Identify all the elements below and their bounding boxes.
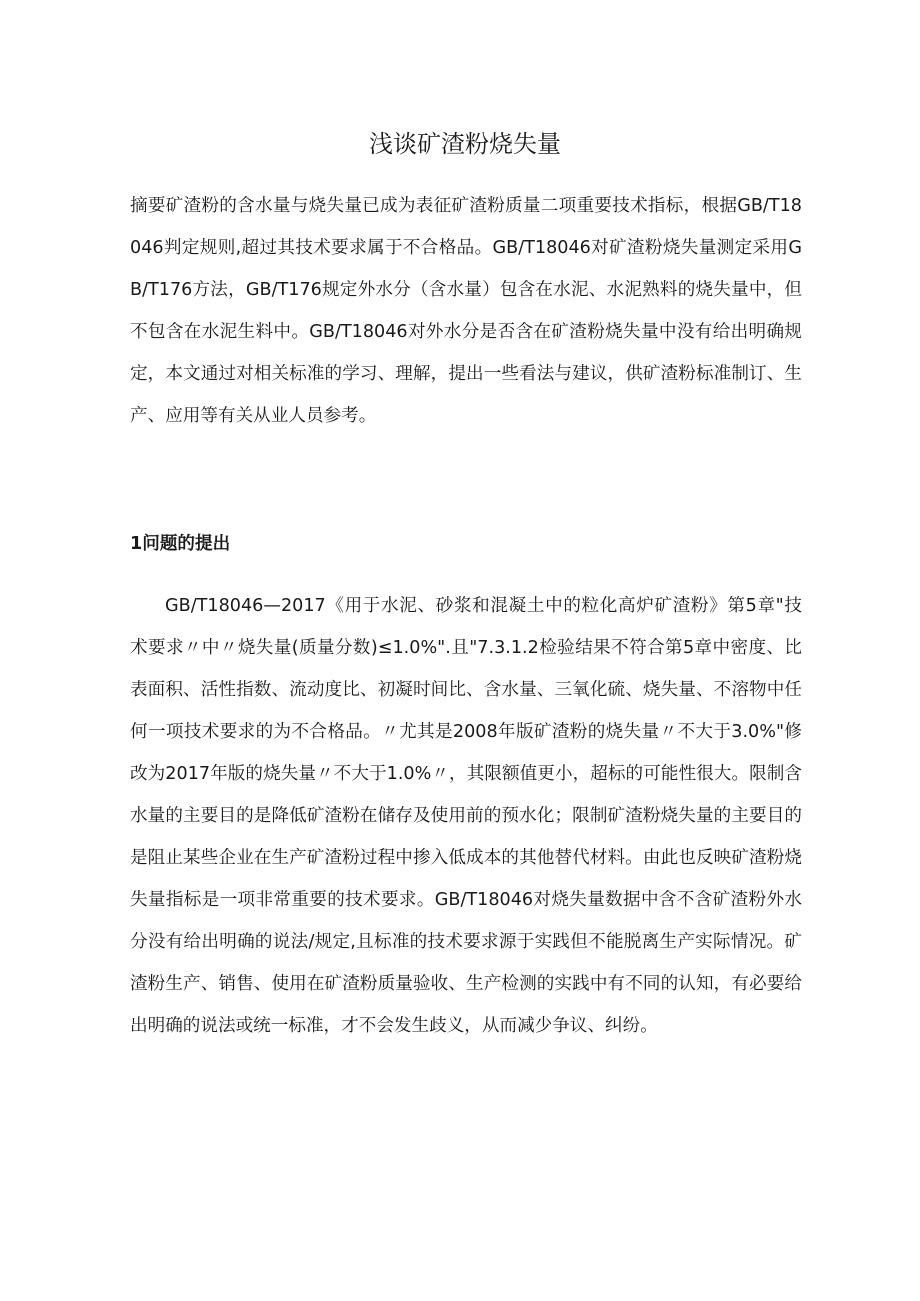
section-heading: 1问题的提出 [130,534,231,554]
document-title: 浅谈矿渣粉烧失量 [369,130,561,158]
section-paragraph: GB/T18046—2017《用于水泥、砂浆和混凝土中的粒化高炉矿渣粉》第5章"技术要求〃中〃烧失量(质量分数)≤1.0%".且"7.3.1.2检验结果不符合第5章中密度、比表面积、活性指数、流动度比、初凝时间比、含水量、三氧化硫、烧失量、不溶物中任何一项技术要求的为不合格品。〃尤其是2008年版矿渣粉的烧失量〃不大于3.0%"修改为2017年版的烧失量〃不大于1.0%〃，其限额值更小，超标的可能性很大。限制含水量的主要目的是降低矿渣粉在储存及使用前的预水化；限制矿渣粉烧失量的主要目的是阻止某些企业在生产矿渣粉过程中掺入低成本的其他替代材料。由此也反映矿渣粉烧失量指标是一项非常重要的技术要求。GB/T18046对烧失量数据中含不含矿渣粉外水分没有给出明确的说法/规定,且标准的技术要求源于实践但不能脱离生产实际情况。矿渣粉生产、销售、使用在矿渣粉质量验收、生产检测的实践中有不同的认知，有必要给出明确的说法或统一标准，才不会发生歧义，从而减少争议、纠纷。 [130,596,802,1036]
abstract-paragraph: 摘要矿渣粉的含水量与烧失量已成为表征矿渣粉质量二项重要技术指标，根据GB/T18046判定规则,超过其技术要求属于不合格品。GB/T18046对矿渣粉烧失量测定采用GB/T176方法，GB/T176规定外水分（含水量）包含在水泥、水泥熟料的烧失量中，但不包含在水泥生料中。GB/T18046对外水分是否含在矿渣粉烧失量中没有给出明确规定，本文通过对相关标准的学习、理解，提出一些看法与建议，供矿渣粉标准制订、生产、应用等有关从业人员参考。 [130,196,802,426]
